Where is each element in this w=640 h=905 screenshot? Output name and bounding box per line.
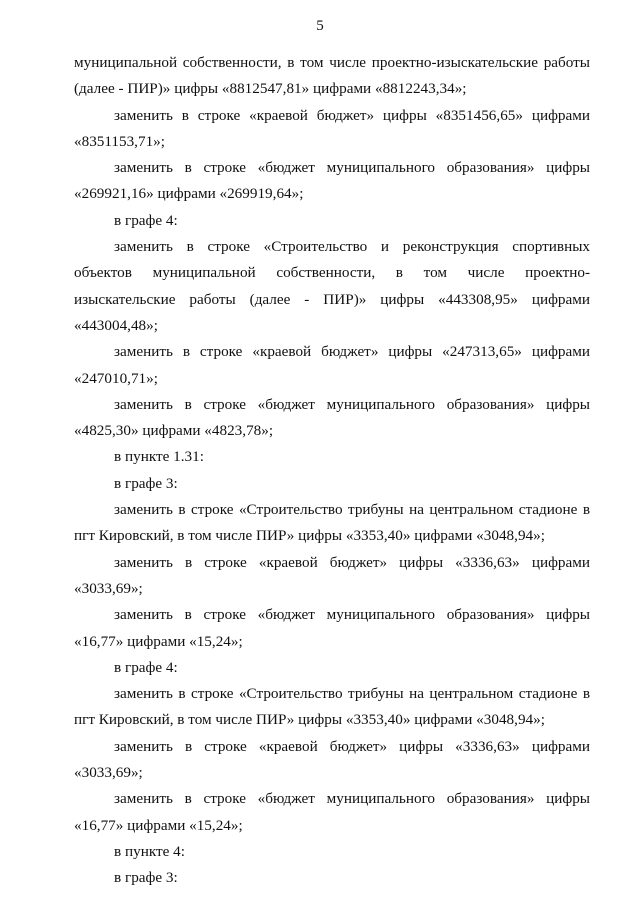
paragraph: заменить в строке «краевой бюджет» цифры «3336,63» цифрами «3033,69»; [74,553,590,597]
paragraph: в графе 4: [114,658,178,676]
paragraph: заменить в строке «бюджет муниципального образования» цифры «269921,16» цифрами «269919,64»; [74,159,590,203]
paragraph: заменить в строке «бюджет муниципального образования» цифры «4825,30» цифрами «4823,78»; [74,395,590,440]
paragraph: заменить в строке «краевой бюджет» цифры «8351456,65» цифрами «8351153,71»; [74,106,590,150]
paragraph: в графе 3: [114,869,178,887]
paragraph: заменить в строке «Строительство трибуны на центральном стадионе в пгт Кировский, в том числе ПИР» цифры «3353,40» цифрами «3048,94»; [74,501,590,545]
paragraph: заменить в строке «бюджет муниципального образования» цифры «16,77» цифрами «15,24»; [74,790,590,834]
paragraph: в графе 4: [114,211,178,229]
paragraph: заменить в строке «краевой бюджет» цифры «247313,65» цифрами «247010,71»; [74,343,590,387]
paragraph: муниципальной собственности, в том числе проектно-изыскательские работы (далее - ПИР)» цифры «8812547,81» цифрами «8812243,34»; [74,54,590,98]
page-number: 5 [316,18,324,34]
paragraph: в графе 3: [114,474,178,492]
document-body [74,50,590,892]
paragraph: заменить в строке «краевой бюджет» цифры «3336,63» цифрами «3033,69»; [74,737,590,782]
paragraph: заменить в строке «Строительство и реконструкция спортивных объектов муниципальной собственности, в том числе проектно-изыскательские работы (далее - ПИР)» цифры «443308,95» цифрами «443004,48»; [74,238,590,334]
paragraph: в пункте 4: [114,842,185,860]
paragraph: заменить в строке «Строительство трибуны на центральном стадионе в пгт Кировский, в том числе ПИР» цифры «3353,40» цифрами «3048,94»; [74,685,590,729]
paragraph: в пункте 1.31: [114,448,204,466]
paragraph: заменить в строке «бюджет муниципального образования» цифры «16,77» цифрами «15,24»; [74,606,590,650]
